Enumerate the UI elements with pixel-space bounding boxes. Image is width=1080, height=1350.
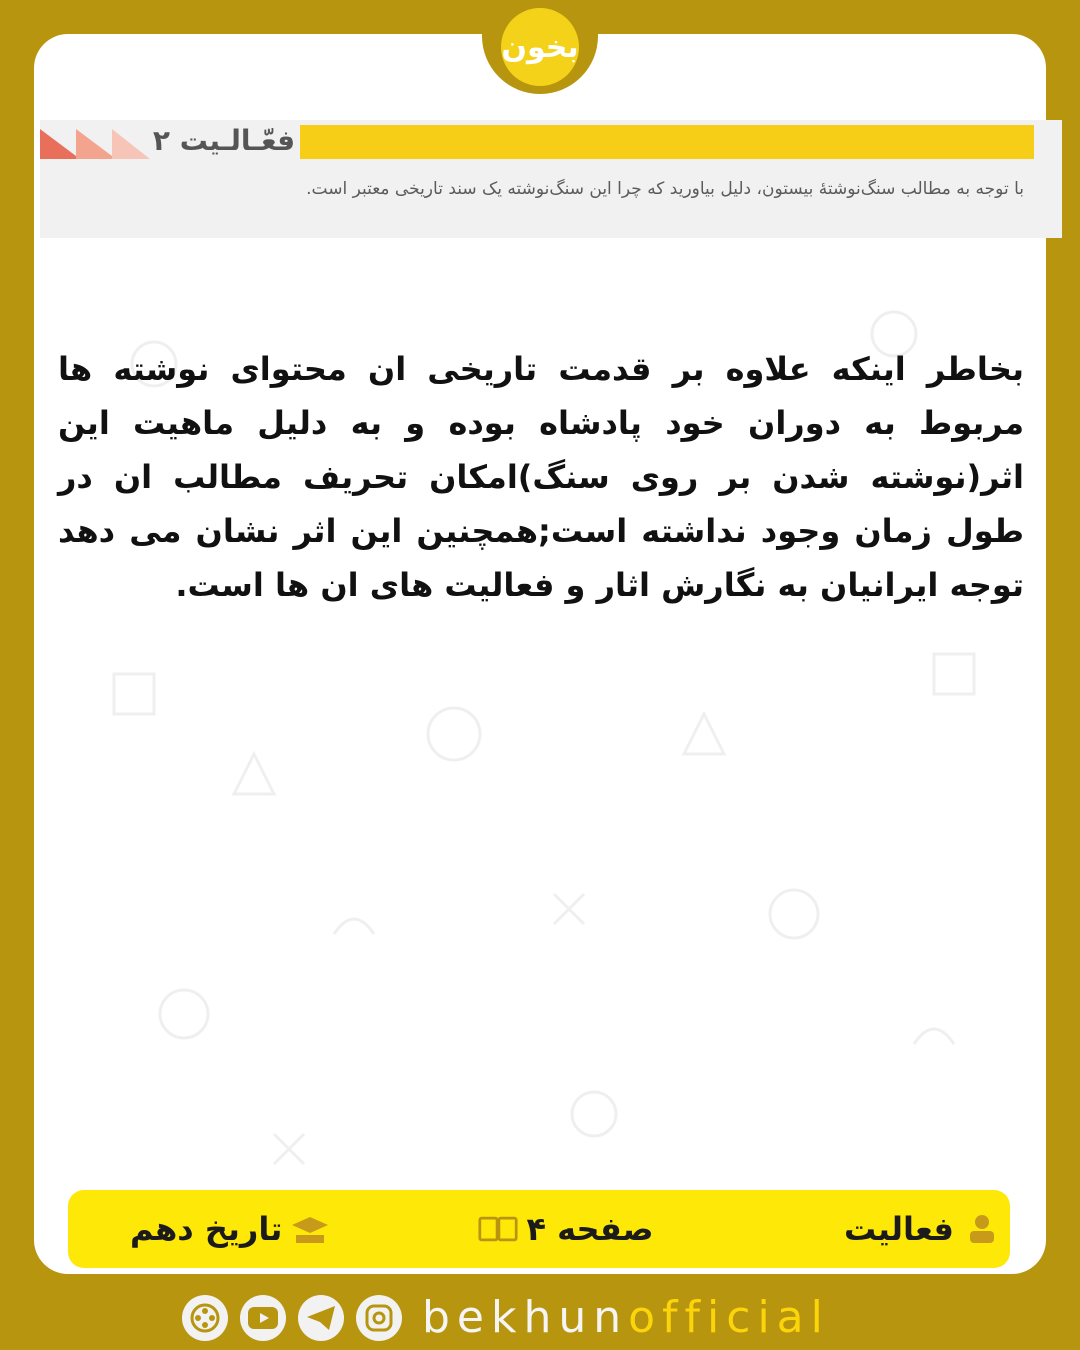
graduation-cap-icon [290, 1213, 330, 1245]
answer-text: بخاطر اینکه علاوه بر قدمت تاریخی ان محتوای نوشته ها مربوط به دوران خود پادشاه بوده و به دلیل ماهیت این اثر(نوشته شدن بر روی سنگ)امکان تحریف مطالب ان در طول زمان وجود نداشته است;همچنین این اثر نشان می دهد توجه ایرانیان به نگارش اثار و فعالیت های ان ها است. [58, 350, 1024, 604]
activity-prompt: با توجه به مطالب سنگ‌نوشتۀ بیستون، دلیل بیاورید که چرا این سنگ‌نوشته یک سند تاریخی معتبر است. [306, 179, 1024, 199]
footer-subject-label: تاریخ دهم [129, 1210, 283, 1248]
footer-subject [68, 1210, 421, 1248]
bekhun-logo-icon: بخون [501, 8, 579, 86]
brand-handle[interactable]: bekhunofficial [422, 1292, 830, 1343]
youtube-icon[interactable] [240, 1295, 286, 1341]
footer-page [421, 1210, 712, 1248]
footer-activity-label: فعالیت [844, 1210, 954, 1248]
open-book-icon [478, 1213, 518, 1245]
instagram-icon[interactable] [356, 1295, 402, 1341]
footer-page-label: صفحه ۴ [526, 1210, 654, 1248]
footer-bar [68, 1190, 1010, 1268]
activity-yellow-bar [300, 125, 1034, 159]
social-bar [182, 1288, 902, 1348]
arrow-decoration-icon [40, 125, 150, 159]
telegram-icon[interactable] [298, 1295, 344, 1341]
activity-title: فعّـالـیت ۲ [152, 124, 296, 157]
teacher-icon [962, 1213, 1002, 1245]
film-reel-icon[interactable] [182, 1295, 228, 1341]
footer-activity [711, 1210, 1010, 1248]
